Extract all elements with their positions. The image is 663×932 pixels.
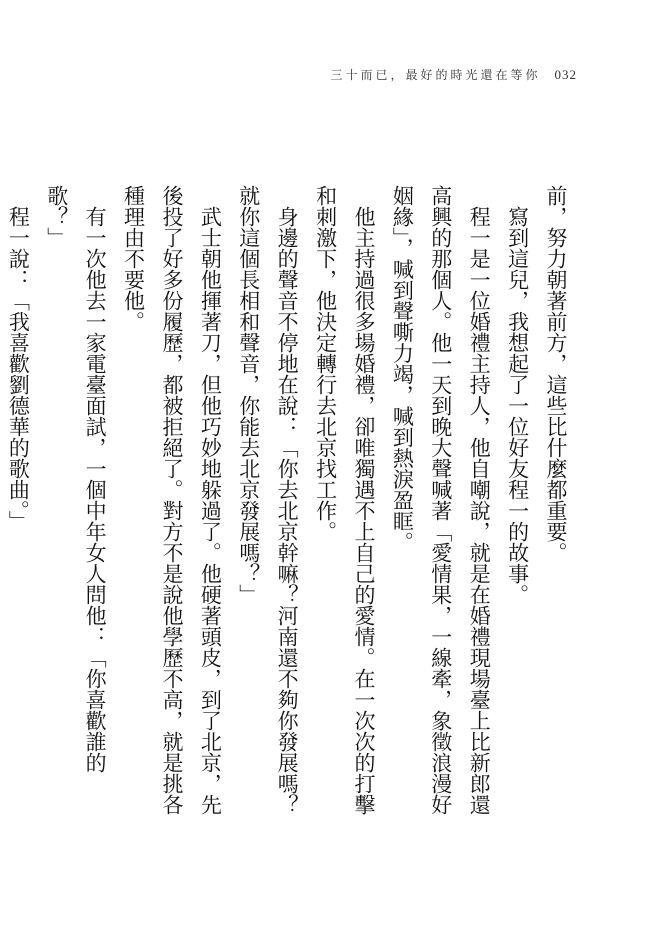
paragraph: 程一是一位婚禮主持人，他自嘲說，就是在婚禮現場臺上比新郎還高興的那個人。他一天到晚大聲喊著「愛情果，一線牽，象徵浪漫好姻緣」，喊到聲嘶力竭，喊到熱淚盈眶。 (390, 185, 492, 815)
page-number: 032 (554, 66, 577, 82)
paragraph: 身邊的聲音不停地在說：「你去北京幹嘛？河南還不夠你發展嗎？就你這個長相和聲音，你能去北京發展嗎？」 (236, 185, 300, 815)
paragraph: 寫到這兒，我想起了一位好友程一的故事。 (505, 206, 530, 605)
running-header (330, 66, 577, 83)
paragraph: 有一次他去一家電臺面試，一個中年女人問他：「你喜歡誰的歌？」 (44, 185, 108, 773)
running-title: 三十而已，最好的時光還在等你 (330, 68, 541, 82)
paragraph: 他主持過很多場婚禮，卻唯獨遇不上自己的愛情。在一次次的打擊和刺激下，他決定轉行去北京找工作。 (313, 185, 376, 815)
paragraph-continued: 前，努力朝著前方，這些比什麼都重要。 (544, 185, 568, 563)
paragraph: 武士朝他揮著刀，但他巧妙地躲過了。他硬著頭皮，到了北京，先後投了好多份履歷，都被拒絕了。對方不是說他學歷不高，就是挑各種理由不要他。 (121, 185, 223, 815)
vertical-body-text (6, 185, 575, 825)
paragraph: 程一說：「我喜歡劉德華的歌曲。」 (6, 206, 31, 532)
